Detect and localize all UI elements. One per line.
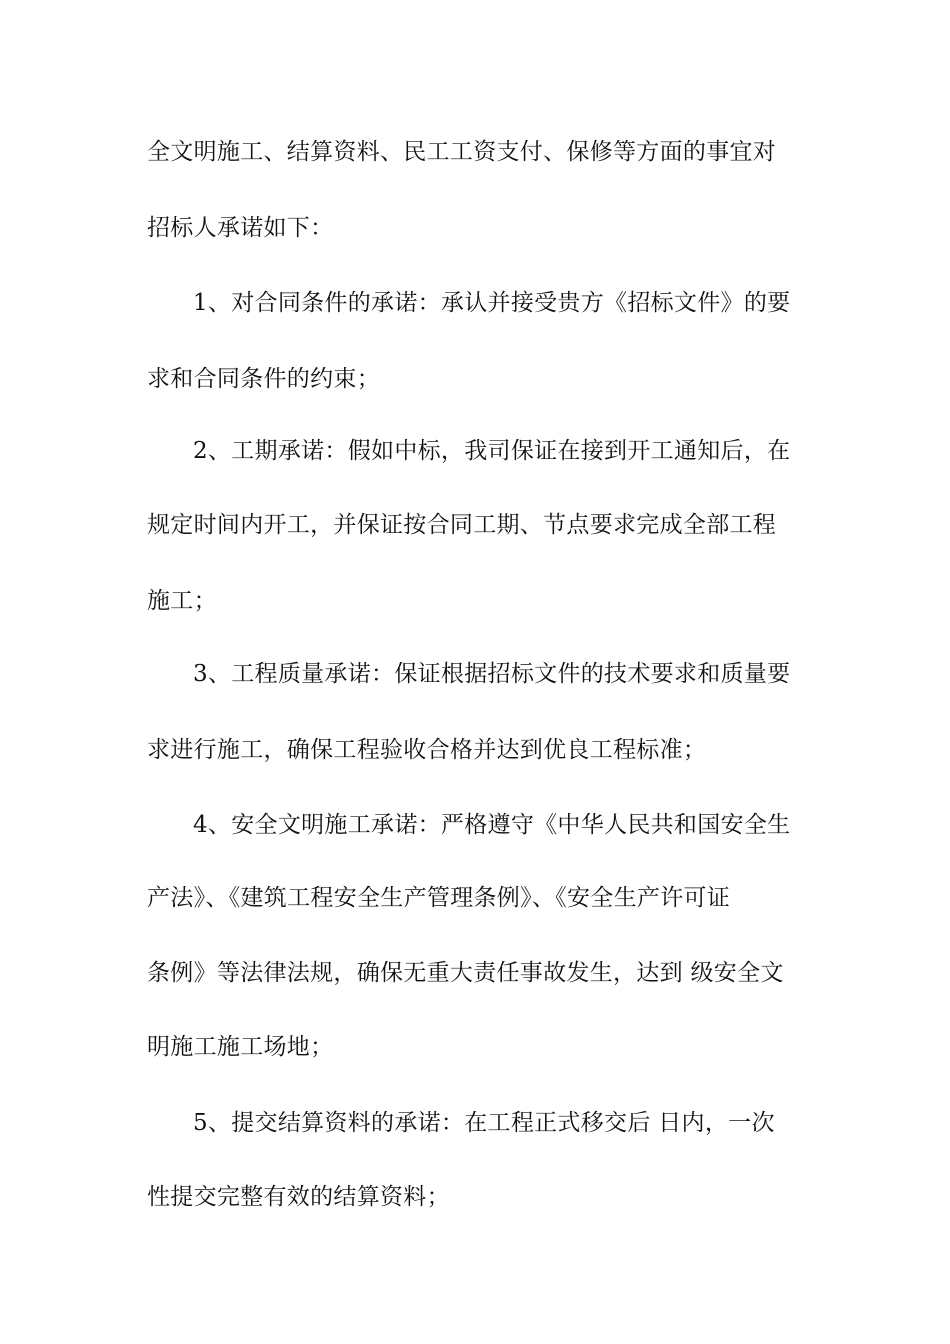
clause-5-line-2: 性提交完整有效的结算资料； [147, 1184, 450, 1210]
clause-2-line-2: 规定时间内开工，并保证按合同工期、节点要求完成全部工程 [147, 512, 777, 538]
text-line-2: 招标人承诺如下： [147, 215, 334, 241]
clause-1-line-2: 求和合同条件的约束； [147, 366, 380, 392]
clause-2-line-1: 2、工期承诺：假如中标，我司保证在接到开工通知后，在 [193, 438, 791, 464]
clause-5-line-1: 5、提交结算资料的承诺：在工程正式移交后 日内，一次 [193, 1110, 775, 1136]
clause-3-line-2: 求进行施工，确保工程验收合格并达到优良工程标准； [147, 737, 707, 763]
text-line-1: 全文明施工、结算资料、民工工资支付、保修等方面的事宜对 [147, 139, 777, 165]
clause-1-line-1: 1、对合同条件的承诺：承认并接受贵方《招标文件》的要 [193, 290, 791, 316]
clause-2-line-3: 施工； [147, 588, 217, 614]
clause-3-line-1: 3、工程质量承诺：保证根据招标文件的技术要求和质量要 [193, 661, 791, 687]
clause-4-line-3: 条例》等法律法规，确保无重大责任事故发生，达到 级安全文 [147, 960, 784, 986]
clause-4-line-1: 4、安全文明施工承诺：严格遵守《中华人民共和国安全生 [193, 812, 791, 838]
clause-4-line-2: 产法》、《建筑工程安全生产管理条例》、《安全生产许可证 [147, 885, 731, 911]
clause-4-line-4: 明施工施工场地； [147, 1034, 334, 1060]
